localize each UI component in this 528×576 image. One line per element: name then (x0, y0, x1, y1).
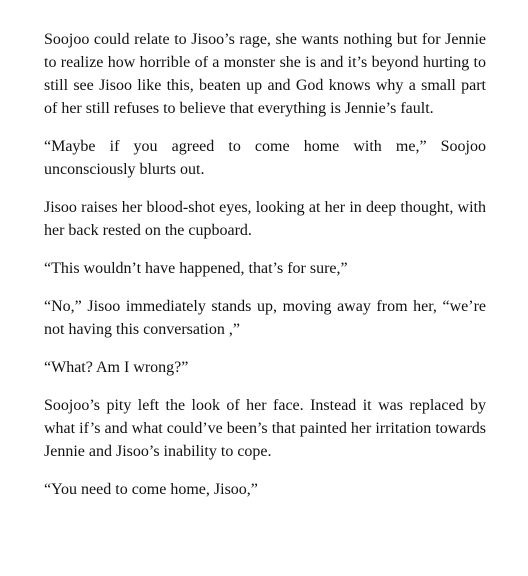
paragraph-7: Soojoo’s pity left the look of her face. Instead it was replaced by what if’s and what could’ve been’s that painted her irritation towards Jennie and Jisoo’s inability to cope. (44, 397, 486, 460)
paragraph-3: Jisoo raises her blood-shot eyes, looking at her in deep thought, with her back rested on the cupboard. (44, 199, 486, 239)
paragraph-5: “No,” Jisoo immediately stands up, moving away from her, “we’re not having this conversation ,” (44, 298, 486, 338)
paragraph-2: “Maybe if you agreed to come home with me,” Soojoo unconsciously blurts out. (44, 138, 486, 178)
paragraph-4: “This wouldn’t have happened, that’s for sure,” (44, 260, 348, 277)
paragraph-6: “What? Am I wrong?” (44, 359, 189, 376)
paragraph-1: Soojoo could relate to Jisoo’s rage, she wants nothing but for Jennie to realize how horrible of a monster she is and it’s beyond hurting to still see Jisoo like this, beaten up and God knows why a small part of her still refuses to believe that everything is Jennie’s fault. (44, 31, 486, 117)
paragraph-8: “You need to come home, Jisoo,” (44, 481, 258, 498)
